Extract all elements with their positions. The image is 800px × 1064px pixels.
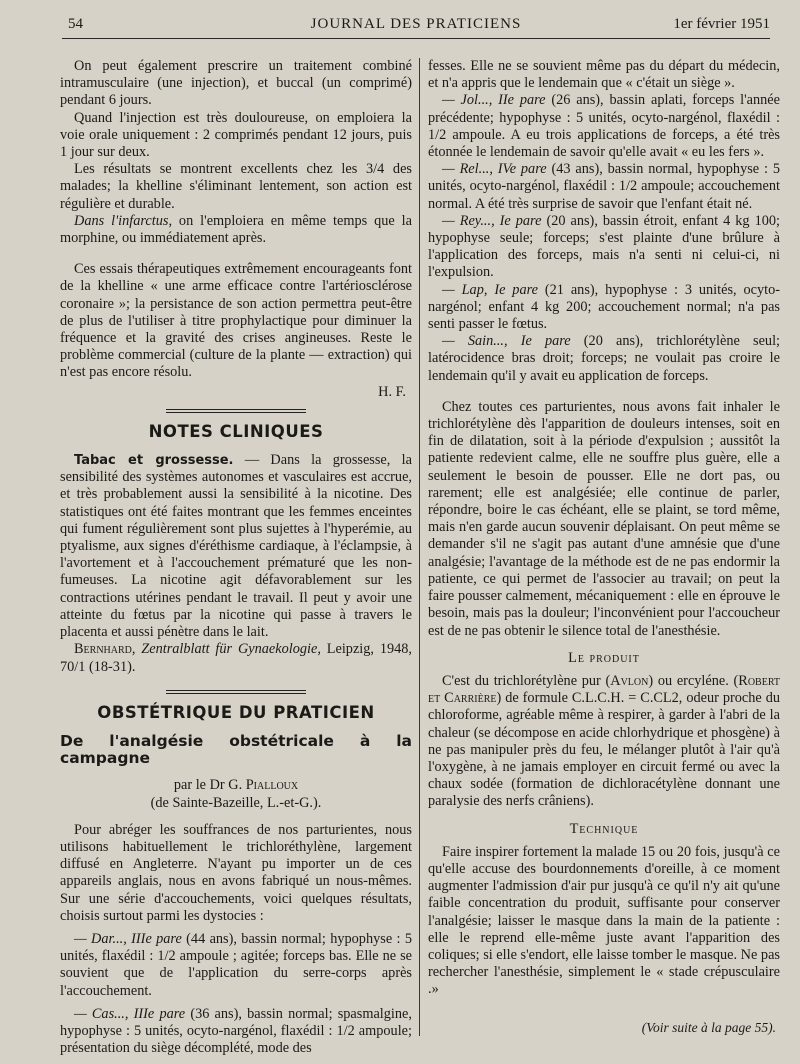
paragraph-text: — Dans la grossesse, la sensibilité des systèmes autonomes et vasculaires est accrue, et très probablement aussi la sensibilité à la nicotine. Des statistiques ont été faites montrant que les femmes enceintes qui fument régulièrement sont plus sujettes à l'hyperémie, au ptyalisme, aux signes d'éréthisme cardiaque, à l'éclampsie, à l'avortement et à l'accouchement prématuré que les non-fumeuses. La nicotine agit défavorablement sur les contractions utérines pendant le travail. Il peut y avoir une atteinte du fœtus par la nicotine qui passe à travers le placenta et aussi pénètre dans le lait. [60, 452, 412, 641]
ref-author: Bernhard, [74, 641, 136, 658]
section-divider [166, 690, 306, 694]
text: C'est du trichlorétylène pur ( [442, 672, 611, 689]
byline [60, 777, 412, 794]
case-name: — Jol..., IIe pare [442, 92, 546, 109]
case-text: (20 ans), bassin étroit, enfant 4 kg 100; hypophyse seule; forceps; s'est plainte d'une brûlure à l'application des forceps, mais n'a senti ni celui-ci, ni l'expulsion. [428, 212, 780, 281]
author-initials: H. F. [378, 383, 406, 400]
byline-prefix: par le Dr G. [173, 777, 246, 794]
paragraph: Quand l'injection est très douloureuse, on emploiera la voie orale uniquement : 2 comprimés pendant 12 jours, puis 1 jour sur deux. [60, 109, 412, 161]
continued-note: (Voir suite à la page 55). [641, 1019, 776, 1035]
case-name: — Lap, Ie pare [442, 281, 538, 298]
paragraph: Faire inspirer fortement la malade 15 ou 20 fois, jusqu'à ce qu'elle accuse des bourdonnements d'oreille, à ce moment augmenter l'admission d'air pur jusqu'à ce qu'il n'y ait qu'une faible concentration du produit, suffisante pour conserver l'analgésie; laisser le masque dans la main de la patiente : elle le reprend elle-même juste avant l'apparition des coliques; si elle s'endort, elle laisse tomber le masque. Ne pas rechercher l'anesthésie, simplement le « stade crépusculaire .» [428, 843, 780, 998]
company-name: Robert et Carrière [428, 672, 780, 707]
paragraph [428, 673, 780, 811]
case-entry [428, 213, 780, 282]
case-name: — Rel..., IVe pare [442, 161, 547, 178]
paragraph: On peut également prescrire un traitement combiné intramusculaire (une injection), et buccal (un comprimé) pendant 6 jours. [60, 58, 412, 109]
right-column [428, 58, 780, 1056]
case-entry [60, 931, 412, 1000]
case-entry [428, 161, 780, 213]
paragraph: Les résultats se montrent excellents chez les 3/4 des malades; la khelline s'éliminant lentement, son action est régulière et durable. [60, 161, 412, 212]
article-title: De l'analgésie obstétricale à la campagne [60, 731, 412, 768]
subheading-produit: Le produit [568, 649, 640, 666]
case-name: — Cas..., IIIe pare [74, 1005, 186, 1022]
emphasis: Dans l'infarctus, [74, 212, 173, 229]
lead-in: Tabac et grossesse. [74, 453, 234, 469]
text: ) ou ercyléne. ( [648, 672, 739, 689]
section-heading-notes: NOTES CLINIQUES [148, 421, 324, 441]
case-entry [60, 1006, 412, 1058]
case-entry [428, 333, 780, 385]
paragraph-tabac [60, 452, 412, 641]
case-text: (36 ans), bassin normal; spasmalgine, hypophyse : 5 unités, ocyto-nargénol, flaxédil : 1/2 ampoule; présentation du siège décomplété, mode des [60, 1005, 412, 1057]
ref-journal: Zentralblatt für Gynaekologie, [135, 641, 321, 658]
brand-name: Avlon [610, 672, 649, 689]
subheading-technique: Technique [569, 820, 639, 837]
byline-place: (de Sainte-Bazeille, L.-et-G.). [150, 794, 322, 811]
page-number: 54 [68, 16, 83, 32]
case-text: (26 ans), bassin aplati, forceps l'année précédente; hypophyse : 5 unités, ocyto-nargénol, flaxédil : 1/2 ampoule. A eu trois applications de forceps, a été très étonnée le lendemain de savoir qu'elle avait « eu les fers ». [428, 92, 780, 161]
page-header [62, 14, 770, 39]
case-name: — Sain..., Ie pare [442, 333, 571, 350]
reference [60, 641, 412, 675]
section-divider [166, 409, 306, 413]
column-divider [419, 58, 420, 1036]
case-text: (21 ans), hypophyse : 3 unités, ocyto-nargénol; enfant 4 kg 200; accouchement normal; n'a pas senti passer le fœtus. [428, 281, 780, 333]
issue-date: 1er février 1951 [673, 16, 770, 32]
paragraph-text: on l'emploiera en même temps que la morphine, ou immédiatement après. [60, 212, 412, 247]
section-heading-obstetrics: OBSTÉTRIQUE DU PRATICIEN [97, 702, 375, 722]
paragraph [60, 213, 412, 247]
case-text: (44 ans), bassin normal; hypophyse : 5 unités, flaxédil : 1/2 ampoule ; agitée; forceps bas. Elle ne se souvient que de l'application du serre-corps après l'accouchement. [60, 930, 412, 999]
case-text: (20 ans), trichlorétylène seul; latérocidence bras droit; forceps; ne voulait pas croire le lendemain qu'il y avait eu application de forceps. [428, 333, 781, 384]
case-name: — Dar..., IIIe pare [74, 930, 182, 947]
paragraph: Pour abréger les souffrances de nos parturientes, nous utilisons habituellement le trichloréthylène, largement diffusé en Angleterre. N'ayant pu importer un de ces appareils anglais, nous en avons fabriqué un nous-mêmes. Sur une série d'accouchements, voici quelques résultats, choisis surtout parmi les dystocies : [60, 821, 412, 924]
author-name: Pialloux [245, 777, 299, 794]
journal-title: JOURNAL DES PRATICIENS [310, 16, 522, 32]
text: ) de formule C.L.C.H. = C.CL2, odeur proche du chloroforme, agréable même à respirer, à garder à l'abri de la chaleur (se décompose en acide chlorhydrique et phosgène) à ne pas manipuler près du feu, le mélanger plutôt à l'air qu'à l'oxygène, à ne jamais employer en circuit fermé ou avec la chaux sodée (formation de dichloracétylène donnant une paralysie des nerfs crâniens). [428, 690, 780, 810]
case-entry [428, 282, 780, 334]
paragraph: Chez toutes ces parturientes, nous avons fait inhaler le trichlorétylène dès l'apparition de douleurs intenses, soit en fin de dilatation, soit à la période d'expulsion ; aussitôt la patiente redevient calme, elle ne souffre plus guère, elle a seulement le besoin de pousser. Elle ne dort pas, ou rarement; elle est analgésiée; elle continue de parler, répondre, boire le cas échéant, elle se plaint, se tord même, mais n'en garde aucun souvenir déplaisant. On peut même se demander s'il ne s'agit pas autant d'une amnésie que d'une analgésie; l'avantage de la méthode est de ne pas endormir la patiente, ce qui permet de l'associer au travail; on peut la faire pousser calmement, mécaniquement : elle en éprouve le besoin, mais pas la douleur; l'inconvénient pour l'accoucheur est de ne pas obtenir le silence total de l'anesthésie. [428, 398, 780, 639]
case-name: — Rey..., Ie pare [442, 212, 542, 229]
case-text: (43 ans), bassin normal, hypophyse : 5 unités, ocyto-nargénol, flaxédil : 1/2 ampoule; accouchement normal. A été très surprise de savoir que l'enfant était né. [428, 161, 780, 212]
ref-details: Leipzig, 1948, 70/1 (18-31). [60, 641, 412, 675]
case-entry [428, 92, 780, 161]
paragraph: fesses. Elle ne se souvient même pas du départ du médecin, et n'a appris que le lendemain que « c'était un siège ». [428, 58, 780, 92]
paragraph: Ces essais thérapeutiques extrêmement encourageants font de la khelline « une arme efficace contre l'artériosclérose coronaire »; la persistance de son action permettra peut-être de plus de l'utiliser à titre prophylactique pour diminuer la fréquence et la gravité des crises angineuses. Reste le problème commercial (culture de la plante — extraction) qui n'est pas encore résolu. [60, 261, 412, 381]
left-column [60, 58, 412, 1056]
